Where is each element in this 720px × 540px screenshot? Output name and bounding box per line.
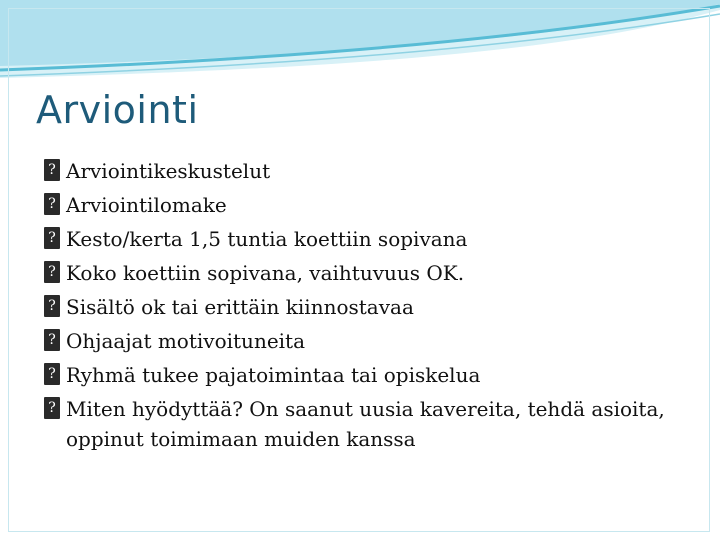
bullet-text: Ohjaajat motivoituneita [66, 329, 306, 353]
bullet-item [44, 326, 684, 356]
bullet-item [44, 360, 684, 390]
bullet-glyph-icon: ? [44, 363, 60, 385]
bullet-text: Miten hyödyttää? On saanut uusia kavereita, tehdä asioita, oppinut toimimaan muiden kanssa [66, 397, 665, 451]
bullet-text: Ryhmä tukee pajatoimintaa tai opiskelua [66, 363, 481, 387]
bullet-glyph-icon: ? [44, 227, 60, 249]
bullet-text: Arviointilomake [66, 193, 227, 217]
bullet-text: Koko koettiin sopivana, vaihtuvuus OK. [66, 261, 465, 285]
bullet-glyph-icon: ? [44, 329, 60, 351]
bullet-item [44, 292, 684, 322]
bullet-glyph-icon: ? [44, 159, 60, 181]
bullet-item [44, 190, 684, 220]
slide-title: Arviointi [36, 88, 199, 132]
bullet-item [44, 394, 684, 454]
bullet-item [44, 224, 684, 254]
bullet-glyph-icon: ? [44, 397, 60, 419]
bullet-text: Arviointikeskustelut [66, 159, 271, 183]
bullet-item [44, 156, 684, 186]
bullet-list [44, 156, 684, 458]
bullet-glyph-icon: ? [44, 295, 60, 317]
bullet-glyph-icon: ? [44, 261, 60, 283]
bullet-text: Sisältö ok tai erittäin kiinnostavaa [66, 295, 414, 319]
bullet-item [44, 258, 684, 288]
bullet-glyph-icon: ? [44, 193, 60, 215]
bullet-text: Kesto/kerta 1,5 tuntia koettiin sopivana [66, 227, 468, 251]
